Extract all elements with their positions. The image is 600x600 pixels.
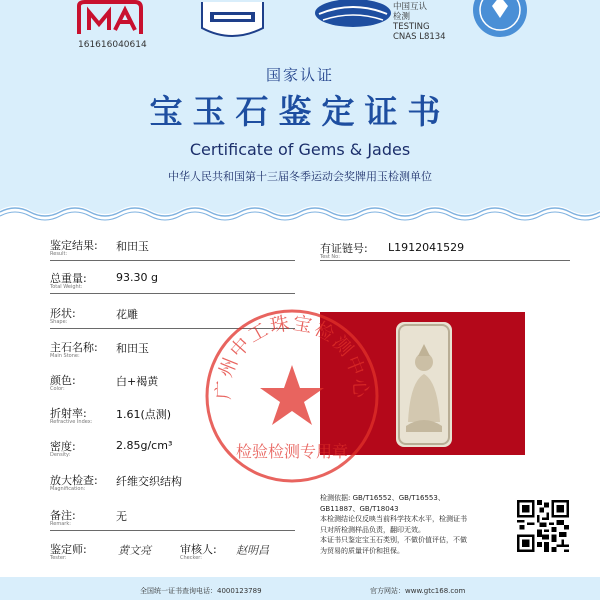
note-line: 本证书只鉴定宝玉石类别，不做价值评估，不做 [320,536,467,544]
field-value: 花雕 [116,308,138,321]
wave-border [0,202,600,226]
certificate-notes [320,493,510,556]
field-label-en: Main Stone: [50,353,80,359]
checker-signature: 赵明昌 [236,544,269,557]
cma-code: 161616040614 [78,40,147,50]
field-label: 总重量: [50,272,87,285]
field-label: 折射率: [50,407,87,420]
field-label: 备注: [50,509,76,522]
field-label-en: Shape: [50,319,68,325]
note-line: 检测依据: GB/T16552、GB/T16553、 [320,494,445,502]
cnas-line: CNAS L8134 [393,32,446,42]
field-label-en: Refractive Index: [50,419,93,425]
field-label: 颜色: [50,374,76,387]
note-line: 只对所检测样品负责，翻印无效。 [320,525,425,534]
inspection-seal-stamp [203,307,381,485]
field-label: 主石名称: [50,341,98,354]
field-value: 1.61(点测) [116,408,172,421]
field-label-en: Density: [50,452,71,458]
field-value: 和田玉 [116,240,149,253]
field-label-en: Total Weight: [50,284,83,290]
tester-label: 鉴定师: [50,543,87,556]
field-label-en: Color: [50,386,65,392]
stamp-arc-text: 广州中工珠宝检测中心 [212,312,372,401]
field-label-en: Remark: [50,521,71,527]
certificate-authority: 国家认证 [265,66,334,84]
note-line: 本检测结论仅反映当前科学技术水平，检测证书 [320,515,467,523]
divider [320,260,570,261]
checker-label: 审核人: [180,543,217,556]
cnas-text [393,2,446,42]
footer-phone: 全国统一证书查询电话：4000123789 [140,587,262,595]
field-label: 鉴定结果: [50,239,98,252]
field-value: 和田玉 [116,342,149,355]
field-label: 形状: [50,307,76,320]
field-value: 白+褐黄 [116,375,159,388]
field-value: 2.85g/cm³ [116,439,173,452]
stamp-bottom-text: 检验检测专用章 [235,442,349,461]
field-value: 无 [116,510,127,523]
ilac-mra-logo-icon [200,0,265,40]
certificate-title: 宝玉石鉴定证书 [149,92,451,131]
test-no-label: 有证链号: [320,242,368,255]
field-value: 93.30 g [116,271,158,284]
cma-logo-icon [75,0,145,36]
cnas-line: 中国互认 [393,2,428,12]
cnas-line: TESTING [393,22,430,32]
cnas-line: 检测 [393,12,411,22]
footer-website[interactable]: 官方网站：www.gtc168.com [370,587,466,595]
certificate-subtitle: 中华人民共和国第十三届冬季运动会奖牌用玉检测单位 [168,170,432,183]
zggtc-logo-icon [470,0,530,40]
checker-label-en: Checker: [180,555,202,561]
jade-pendant-image [396,322,452,447]
tester-label-en: Tester: [50,555,67,561]
certificate-header [0,0,600,215]
divider [50,293,295,294]
field-value: 纤维交织结构 [116,475,182,488]
field-label: 放大检查: [50,474,98,487]
cnas-logo-icon [313,0,393,30]
test-no-label-en: Test No: [320,254,340,260]
note-line: 为贸易的质量评价和担保。 [320,546,404,555]
tester-signature: 黄文亮 [118,544,151,557]
test-no-value: L1912041529 [388,241,465,254]
certificate-footer [0,577,600,600]
divider [50,260,295,261]
note-line: GB11887、GB/T18043 [320,504,399,513]
field-label: 密度: [50,440,76,453]
field-label-en: Magnification: [50,486,86,492]
qr-code-icon[interactable] [517,500,569,552]
field-label-en: Result: [50,251,68,257]
certificate-title-en: Certificate of Gems & Jades [189,140,411,159]
divider [50,530,295,531]
buddha-figure-icon [396,322,452,447]
